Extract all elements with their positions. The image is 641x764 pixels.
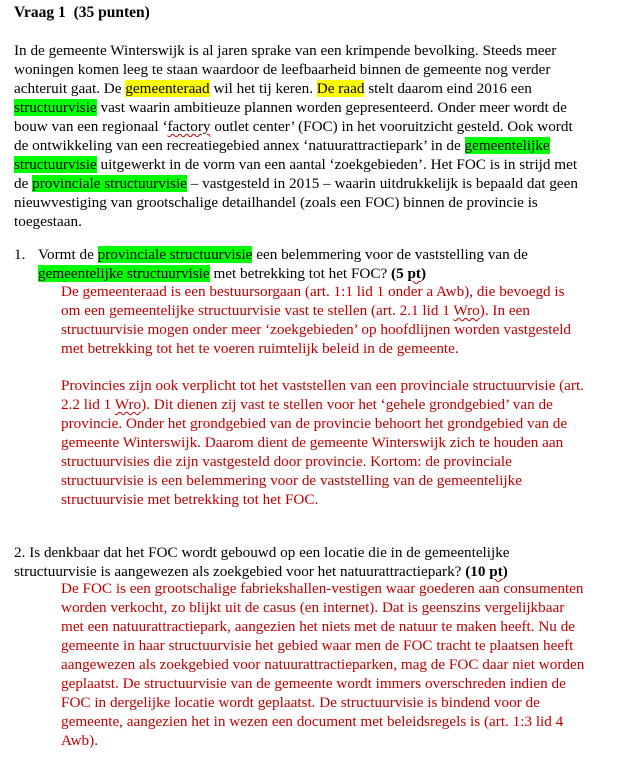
answer-line [61,636,626,655]
intro-line [14,136,626,155]
answer-line [61,320,626,339]
intro-text: – vastgesteld in 2015 – waarin uitdrukkelijk is bepaald dat geen [186,175,578,192]
highlight-structuurvisie: structuurvisie [14,156,97,173]
question-text: met betrekking tot het FOC? [209,265,392,282]
question-line [14,543,626,562]
answer-2 [61,579,626,750]
answer-line [61,376,626,395]
intro-line [14,117,626,136]
answer-1-part-2 [61,376,626,509]
answer-text: met betrekking tot het te voeren ruimtelijk beleid in de gemeente. [61,340,459,357]
answer-text: gemeente, aangezien het in wezen een document met beleidsregels is (art. 1:3 lid 4 [61,713,564,730]
intro-line [14,155,626,174]
answer-line [61,301,626,320]
answer-text: provincie. Onder het grondgebied van de provincie behoort het grondgebied van de [61,415,568,432]
answer-line [61,282,626,301]
intro-line [14,41,626,60]
answer-text: Provincies zijn ook verplicht tot het vaststellen van een provinciale structuurvisie (art. [61,377,584,394]
intro-text: nieuwvestiging van grootschalige detailhandel (zoals een FOC) binnen de provincie is [14,194,538,211]
question-line [14,245,626,264]
intro-text: wil het tij keren. [209,80,317,97]
answer-text: gemeente in haar structuurvisie het gebied waar men de FOC tracht te plaatsen heeft [61,637,574,654]
answer-text: Awb). [61,732,98,749]
heading-title: Vraag 1 [14,4,66,21]
answer-line [61,712,626,731]
case-description [14,41,626,231]
highlight-de-raad: De raad [316,80,365,97]
question-text: Vormt de [38,246,98,263]
intro-text: bouw van een regionaal ‘ [14,118,168,135]
answer-1-part-1 [61,282,626,358]
answer-line [61,617,626,636]
answer-line [61,395,626,414]
answer-text: ). In een [479,302,530,319]
highlight-gemeentelijke: gemeentelijke [464,137,550,154]
answer-text: structuurvisie mogen onder meer ‘zoekgebieden’ op hoofdlijnen worden vastgesteld [61,321,572,338]
answer-line [61,471,626,490]
spellcheck-word: pt [407,265,421,282]
answer-text: structuurvisies die zijn vastgesteld door provincie. Kortom: de provinciale [61,453,512,470]
answer-line [61,731,626,750]
question-line [14,264,626,283]
intro-text: outlet center’ (FOC) in het vooruitzicht gesteld. Ook wordt [210,118,573,135]
intro-line [14,98,626,117]
question-1 [14,245,626,283]
answer-line [61,598,626,617]
points-text: (10 [465,563,490,580]
intro-text: toegestaan. [14,213,82,230]
spellcheck-word: factory [167,118,211,135]
highlight-provinciale-structuurvisie: provinciale structuurvisie [97,246,253,263]
question-points [465,563,508,580]
highlight-provinciale-structuurvisie: provinciale structuurvisie [32,175,187,192]
intro-text: vast waarin ambitieuze plannen worden gepresenteerd. Onder meer wordt de [96,99,567,116]
points-text: ) [502,563,508,580]
spellcheck-word: Wro [453,302,480,319]
answer-text: structuurvisie is een belemmering voor de vaststelling van de gemeentelijke [61,472,522,489]
answer-line [61,433,626,452]
intro-text: In de gemeente Winterswijk is al jaren sprake van een krimpende bevolking. Steeds meer [14,42,557,59]
intro-text: achteruit gaat. De [14,80,126,97]
question-2 [14,543,626,581]
intro-text: uitgewerkt in de vorm van een aantal ‘zoekgebieden’. Het FOC is in strijd met [96,156,578,173]
answer-text: gemeente Winterswijk. Daarom dient de gemeente Winterswijk zich te houden aan [61,434,564,451]
answer-text: met een natuurattractiepark, aangezien het niets met de natuur te maken heeft. Nu de [61,618,576,635]
answer-line [61,339,626,358]
spellcheck-word: pt [489,563,503,580]
answer-line [61,693,626,712]
answer-text: aangewezen als zoekgebied voor natuurattractieparken, mag de FOC daar niet worden [61,656,585,673]
question-text: structuurvisie is aangewezen als zoekgebied voor het natuurattractiepark? [14,563,466,580]
answer-text: geplaatst. De structuurvisie van de gemeente wordt immers overschreden indien de [61,675,566,692]
points-text: ) [421,265,427,282]
question-heading [14,4,150,22]
answer-line [61,674,626,693]
answer-line [61,655,626,674]
answer-text: De FOC is een grootschalige fabriekshallen-vestigen waar goederen aan consumenten [61,580,584,597]
highlight-structuurvisie: structuurvisie [14,99,97,116]
spellcheck-word: Wro [114,396,142,413]
heading-points: (35 punten) [73,4,150,21]
answer-text: FOC in dergelijke locatie wordt geplaatst. De structuurvisie is bindend voor de [61,694,540,711]
question-text: een belemmering voor de vaststelling van de [252,246,528,263]
intro-line [14,174,626,193]
intro-line [14,79,626,98]
answer-text: ). Dit dienen zij vast te stellen voor het ‘gehele grondgebied’ van de [141,396,553,413]
intro-text: de ontwikkeling van een recreatiegebied annex ‘natuurattractiepark’ in de [14,137,465,154]
question-text: 2. Is denkbaar dat het FOC wordt gebouwd op een locatie die in de gemeentelijke [14,544,510,561]
intro-text: woningen komen leeg te staan waardoor de leefbaarheid binnen de gemeente nog verder [14,61,551,78]
points-text: (5 [391,265,408,282]
answer-text: worden verkocht, zo blijkt uit de casus (en internet). Dat is geenszins vergelijkbaar [61,599,565,616]
intro-text: de [14,175,33,192]
answer-line [61,490,626,509]
answer-text: 2.2 lid 1 [61,396,115,413]
intro-text: stelt daarom eind 2016 een [364,80,532,97]
answer-line [61,452,626,471]
answer-line [61,579,626,598]
question-number: 1. [14,246,26,263]
question-points [391,265,426,282]
intro-line [14,212,626,231]
intro-line [14,60,626,79]
answer-line [61,414,626,433]
intro-line [14,193,626,212]
highlight-gemeenteraad: gemeenteraad [125,80,210,97]
answer-text: om een gemeentelijke structuurvisie vast te stellen (art. 2.1 lid 1 [61,302,454,319]
highlight-gemeentelijke-structuurvisie: gemeentelijke structuurvisie [38,265,210,282]
answer-text: structuurvisie met betrekking tot het FOC. [61,491,319,508]
answer-text: De gemeenteraad is een bestuursorgaan (art. 1:1 lid 1 onder a Awb), die bevoegd is [61,283,565,300]
